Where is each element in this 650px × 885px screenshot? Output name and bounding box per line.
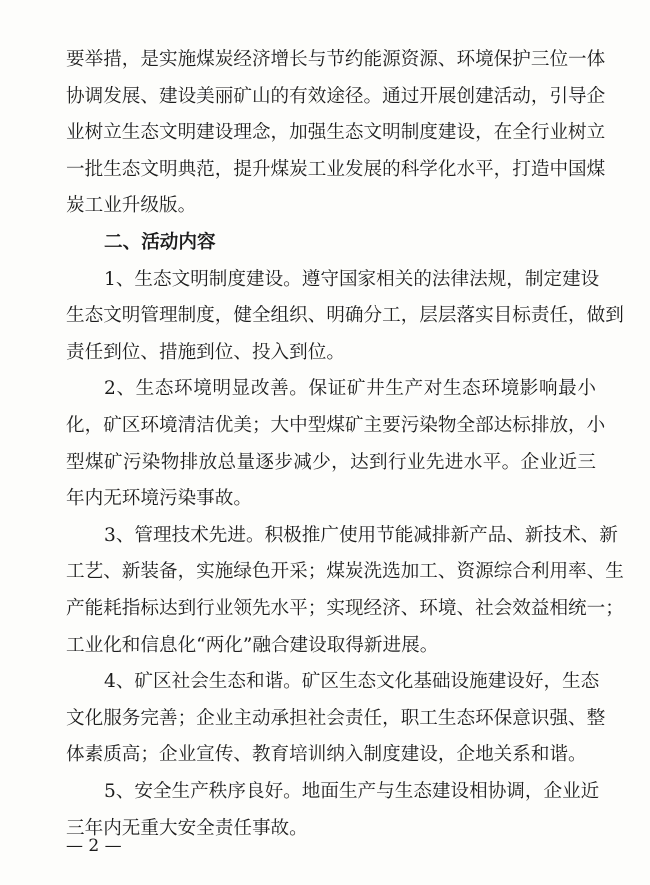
item-1-line: 责任到位、措施到位、投入到位。 (66, 342, 345, 363)
item-4-line: 4、矿区社会生态和谐。矿区生态文化基础设施建设好，生态 (104, 671, 600, 692)
item-3-line: 产能耗指标达到行业领先水平；实现经济、环境、社会效益相统一； (66, 598, 624, 619)
page-number: — 2 — (66, 836, 122, 856)
item-2-line: 化，矿区环境清洁优美；大中型煤矿主要污染物全部达标排放，小 (66, 415, 606, 436)
item-1-line: 1、生态文明制度建设。遵守国家相关的法律法规，制定建设 (104, 269, 600, 290)
item-5-line: 5、安全生产秩序良好。地面生产与生态建设相协调，企业近 (104, 781, 600, 802)
item-5-line: 三年内无重大安全责任事故。 (66, 818, 308, 839)
item-3-line: 工艺、新装备，实施绿色开采；煤炭洗选加工、资源综合利用率、生 (66, 561, 624, 582)
item-4-line: 体素质高；企业宣传、教育培训纳入制度建设，企地关系和谐。 (66, 744, 587, 765)
intro-line: 业树立生态文明建设理念，加强生态文明制度建设，在全行业树立 (66, 122, 606, 143)
intro-line: 协调发展、建设美丽矿山的有效途径。通过开展创建活动，引导企 (66, 86, 606, 107)
item-2-line: 年内无环境污染事故。 (66, 488, 252, 509)
item-1-line: 生态文明管理制度，健全组织、明确分工，层层落实目标责任，做到 (66, 305, 624, 326)
item-2-line: 2、生态环境明显改善。保证矿井生产对生态环境影响最小 (104, 378, 596, 399)
intro-line: 炭工业升级版。 (66, 195, 197, 216)
intro-line: 要举措，是实施煤炭经济增长与节约能源资源、环境保护三位一体 (66, 49, 606, 70)
item-4-line: 文化服务完善；企业主动承担社会责任，职工生态环保意识强、整 (66, 708, 606, 729)
section-heading: 二、活动内容 (104, 232, 216, 253)
item-2-line: 型煤矿污染物排放总量逐步减少，达到行业先进水平。企业近三 (66, 452, 596, 473)
intro-line: 一批生态文明典范，提升煤炭工业发展的科学化水平，打造中国煤 (66, 159, 606, 180)
item-3-line: 3、管理技术先进。积极推广使用节能减排新产品、新技术、新 (104, 525, 618, 546)
item-3-line: 工业化和信息化“两化”融合建设取得新进展。 (66, 635, 439, 656)
